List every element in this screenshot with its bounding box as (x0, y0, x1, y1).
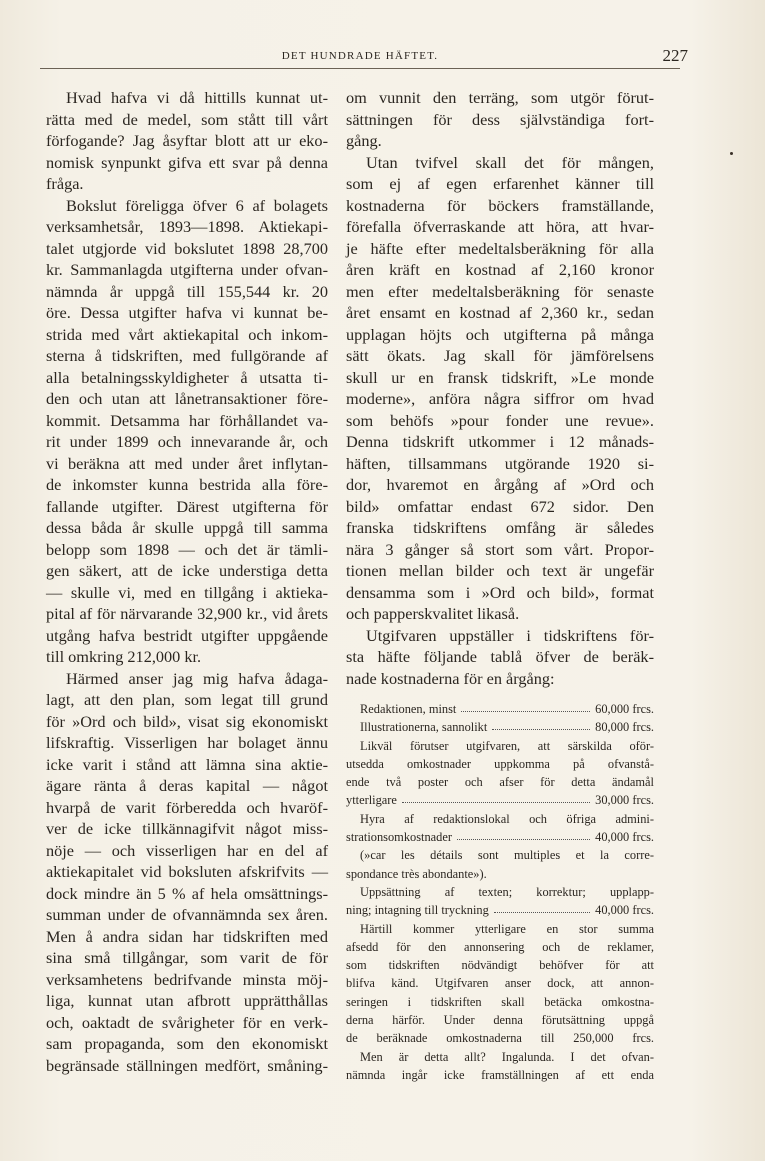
right-column (346, 87, 654, 1084)
text-line: ver de icke tillkännagifvit något miss- (46, 819, 328, 838)
text-line: nämnda ingår icke framställningen af ett enda (346, 1067, 654, 1082)
budget-amount: 80,000 frcs. (595, 720, 654, 735)
text-line: upplagan höjts och utgifterna på många (346, 324, 654, 344)
text-line: kostnaderna för böckers framställande, (346, 195, 654, 215)
text-line: sam propaganda, som den ekonomiskt (46, 1034, 328, 1053)
text-line: je häfte efter medeltalsberäkning för alla (346, 238, 654, 258)
text-line: begränsade ställningen medfört, småning- (46, 1055, 328, 1075)
text-line: nomisk synpunkt gifva ett svar på denna (46, 152, 328, 172)
text-line: åren kräft en kostnad af 2,160 kronor (346, 260, 654, 279)
text-line: derna härför. Under denna förutsättning uppgå (346, 1013, 654, 1028)
text-line: utsedda omkostnader uppkomma på ofvanstå- (346, 756, 654, 771)
budget-table (346, 700, 654, 1084)
text-line: franska tidskriftens omfång är således (346, 518, 654, 537)
text-line: aktiekapitalet vid boksluten afskrifvits — (46, 862, 328, 881)
text-line: öre. Dessa utgifter hafva vi kunnat be- (46, 303, 328, 322)
text-line: skull ur en fransk tidskrift, »Le monde (346, 367, 654, 387)
text-line: icke varit i stånd att lämna sina aktie- (46, 754, 328, 774)
text-line: och papperskvalitet likaså. (346, 604, 520, 623)
leader-dots (492, 718, 590, 730)
text-line: dock mindre än 5 % af hela omsättnings- (46, 883, 328, 903)
text-line: seringen i tidskriften skall betäcka omkostna- (346, 994, 654, 1009)
budget-entry (346, 700, 654, 718)
text-line: strida med vårt aktiekapital och inkom- (46, 324, 328, 344)
text-line: de beräknade omkostnaderna till 250,000 frcs. (346, 1031, 654, 1046)
text-line: gen säkert, att de icke understiga detta (46, 561, 328, 580)
text-line: pital af för närvarande 32,900 kr., vid årets (46, 604, 328, 623)
text-line: den och utan att lånetransaktioner före- (46, 389, 328, 408)
text-line: (»car les détails sont multiples et la corre- (360, 848, 654, 863)
text-line: lagt, att den plan, som legat till grund (46, 690, 328, 709)
text-line: kommit. Detsamma har förhållandet va- (46, 410, 328, 430)
text-line: de inkomster kunna bestrida alla före- (46, 475, 328, 494)
text-line: och, oaktadt de svårigheter för en verk- (46, 1012, 328, 1032)
text-line: liga, kunnat utan afbrott upprätthållas (46, 991, 328, 1010)
text-line: om vunnit den terräng, som utgör förut- (346, 88, 654, 107)
ink-speck (730, 152, 733, 155)
text-line: blifva känd. Utgifvaren anser dock, att annon- (346, 976, 654, 991)
text-line: afsedd för den annonsering och de reklamer, (346, 939, 654, 954)
text-line: verksamhetsår, 1893—1898. Aktiekapi- (46, 217, 328, 236)
text-line: gång. (346, 131, 382, 150)
text-line: dor, hvaremot en årgång af »Ord och (346, 475, 654, 494)
text-line: Men är detta allt? Ingalunda. I det ofvan- (360, 1049, 654, 1064)
text-line: till omkring 212,000 kr. (46, 647, 202, 666)
text-line: rit under 1899 och innevarande år, och (46, 432, 328, 451)
text-line: densamma som i »Ord och bild», format (346, 582, 654, 602)
leader-dots (457, 828, 590, 840)
text-line: alla betalningsskyldigheter å utsatta ti- (46, 367, 328, 387)
budget-amount: 40,000 frcs. (595, 903, 654, 918)
text-line: som tidskriften nödvändigt behöfver för att (346, 958, 654, 973)
budget-label: Illustrationerna, sannolikt (360, 720, 488, 735)
page-header (40, 46, 688, 68)
text-line: ägare ränta å deras kapital — något (46, 776, 328, 795)
text-line: vi beräkna att med under året inflytan- (46, 453, 328, 473)
budget-entry (346, 901, 654, 919)
text-line: häften, tillsammans utgörande 1920 si- (346, 453, 654, 473)
text-line: lifskraftig. Visserligen har bolaget ännu (46, 733, 328, 752)
text-line: fallande utgifter. Därest utgifterna för (46, 496, 328, 516)
text-line: Denna tidskrift utkommer i 12 månads- (346, 432, 654, 451)
budget-label: ning; intagning till tryckning (346, 903, 489, 918)
leader-dots (494, 901, 590, 913)
text-line: Bokslut föreligga öfver 6 af bolagets (66, 195, 328, 215)
text-line: Utgifvaren uppställer i tidskriftens för- (366, 625, 654, 645)
text-line: förefalla öfverraskande att höra, att hvar- (346, 217, 654, 236)
text-line: sta häfte följande tablå öfver de beräk- (346, 647, 654, 666)
text-line: Hvad hafva vi då hittills kunnat ut- (66, 88, 328, 107)
text-line: Utan tvifvel skall det för mången, (366, 152, 654, 172)
text-line: sina små tillgångar, som varit de för (46, 948, 328, 967)
text-line: hvarpå de varit förberedda och hvaröf- (46, 797, 328, 817)
text-line: utgång hafva bestridt utgifter uppgående (46, 625, 328, 645)
text-line: nämnda år uppgå till 155,544 kr. 20 (46, 281, 328, 301)
text-line: — skulle vi, med en tillgång i aktieka- (46, 582, 328, 602)
text-line: kr. Sammanlagda utgifterna under ofvan- (46, 260, 328, 279)
text-line: sterna å tidskriften, med fullgörande af (46, 346, 328, 365)
text-line: som behöfs »pour fonder une revue». (346, 410, 654, 430)
budget-amount: 30,000 frcs. (595, 793, 654, 808)
text-line: Härmed anser jag mig hafva ådaga- (66, 668, 328, 688)
text-line: men efter medeltalsberäkning för senaste (346, 281, 654, 301)
text-line: moderne», anföra några siffror om hvad (346, 389, 654, 408)
running-head: DET HUNDRADE HÄFTET. (281, 50, 439, 62)
text-line: sättningen för dess självständiga fort- (346, 109, 654, 129)
leader-dots (461, 700, 590, 712)
text-line: nära 3 gånger så stort som vårt. Propor- (346, 539, 654, 559)
text-line: Men å andra sidan har tidskriften med (46, 926, 328, 946)
text-line: talet utgjorde vid bokslutet 1898 28,700 (46, 238, 328, 258)
text-line: verksamhetens bedrifvande minsta möj- (46, 969, 328, 989)
page-number: 227 (662, 46, 688, 65)
text-line: för »Ord och bild», visat sig ekonomiskt (46, 711, 328, 731)
text-line: summan under de ofvannämnda sex åren. (46, 905, 328, 924)
text-line: året ensamt en kostnad af 2,360 kr., sedan (346, 303, 654, 322)
budget-entry (346, 791, 654, 809)
text-line: Hyra af redaktionslokal och öfriga admini- (360, 811, 654, 826)
text-line: nade kostnaderna för en årgång: (346, 668, 555, 688)
text-line: förfogande? Jag åsyftar blott att ur eko- (46, 131, 328, 150)
text-line: nöje — och visserligen har en del af (46, 840, 328, 860)
text-line: rätta med de medel, som stått till vårt (46, 109, 328, 129)
text-line: Härtill kommer ytterligare en stor summa (360, 921, 654, 936)
text-line: som ej af egen erfarenhet känner till (346, 174, 654, 193)
budget-label: ytterligare (346, 793, 397, 808)
text-line: dessa båda år skulle uppgå till samma (46, 518, 328, 537)
text-line: Likväl förutser utgifvaren, att särskilda oför- (360, 738, 654, 753)
text-line: tionen mellan bilder och text är ungefär (346, 561, 654, 580)
header-rule (40, 68, 680, 69)
left-column (46, 87, 328, 1076)
budget-label: strationsomkostnader (346, 830, 452, 845)
text-line: Uppsättning af texten; korrektur; upplapp- (360, 884, 654, 899)
text-line: spondance très abondante»). (346, 866, 487, 881)
budget-amount: 60,000 frcs. (595, 702, 654, 716)
leader-dots (402, 791, 590, 803)
text-line: belopp som 1898 — och det är tämli- (46, 539, 328, 559)
budget-entry (346, 718, 654, 736)
text-line: ende två poster och afser för detta ändamål (346, 775, 654, 790)
text-line: bild» omfattar endast 672 sidor. Den (346, 496, 654, 516)
text-line: sätt ökats. Jag skall för jämförelsens (346, 346, 654, 365)
text-line: fråga. (46, 174, 84, 193)
budget-label: Redaktionen, minst (360, 702, 457, 716)
budget-amount: 40,000 frcs. (595, 830, 654, 845)
budget-entry (346, 828, 654, 846)
